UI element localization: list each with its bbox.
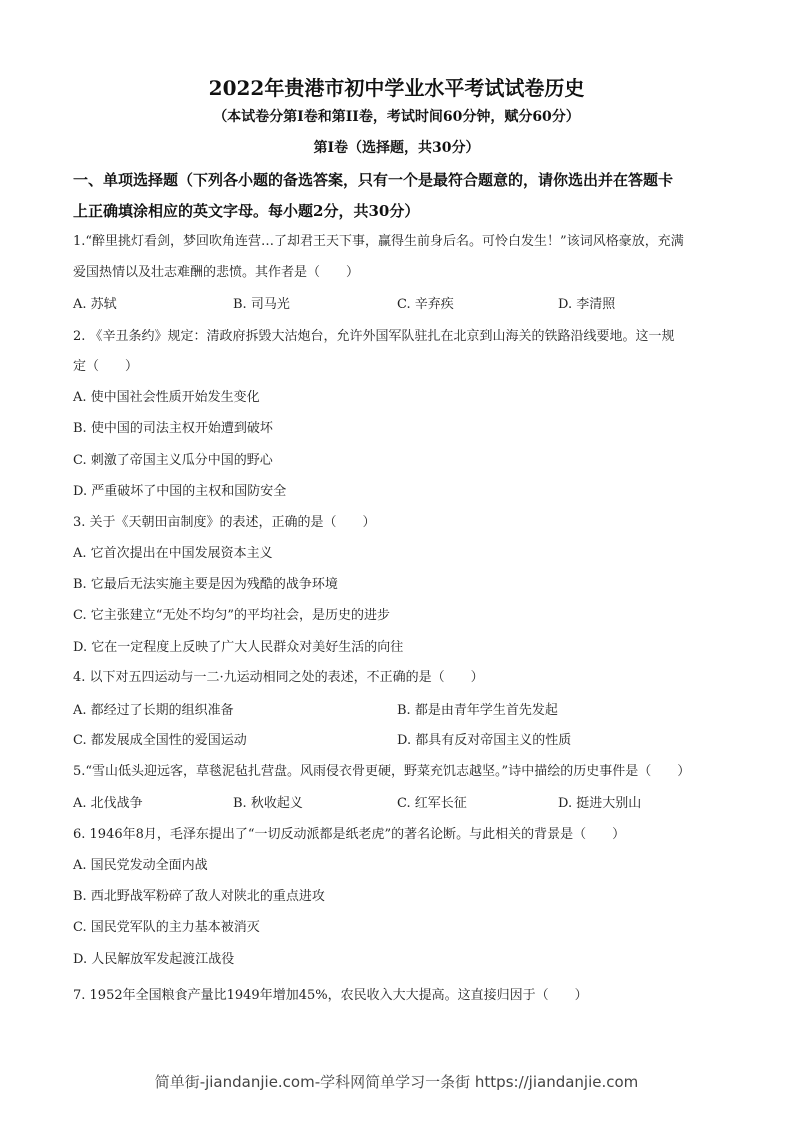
q5-option-d: D. 挺进大别山	[558, 796, 642, 811]
question-5-stem: 5.“雪山低头迎远客，草毯泥毡扎营盘。风雨侵衣骨更硬，野菜充饥志越坚。”诗中描绘的历史事件是（ ）	[73, 764, 691, 779]
q5-option-a: A. 北伐战争	[73, 796, 143, 811]
question-3-stem: 3. 关于《天朝田亩制度》的表述，正确的是（ ）	[73, 515, 376, 530]
q6-option-c: C. 国民党军队的主力基本被消灭	[73, 920, 260, 935]
q3-option-a: A. 它首次提出在中国发展资本主义	[73, 546, 273, 561]
question-6-stem: 6. 1946年8月，毛泽东提出了“一切反动派都是纸老虎”的著名论断。与此相关的背景是（ ）	[73, 827, 626, 842]
q2-option-a: A. 使中国社会性质开始发生变化	[73, 390, 260, 405]
q5-option-c: C. 红军长征	[397, 796, 467, 811]
q4-option-c: C. 都发展成全国性的爱国运动	[73, 733, 247, 748]
volume-heading: 第I卷（选择题，共30分）	[313, 140, 480, 156]
q6-option-d: D. 人民解放军发起渡江战役	[73, 952, 235, 967]
q2-option-b: B. 使中国的司法主权开始遭到破坏	[73, 421, 273, 436]
q5-option-b: B. 秋收起义	[233, 796, 303, 811]
q6-option-a: A. 国民党发动全面内战	[73, 858, 208, 873]
q1-option-a: A. 苏轼	[73, 297, 117, 312]
q6-option-b: B. 西北野战军粉碎了敌人对陕北的重点进攻	[73, 889, 325, 904]
q1-option-b: B. 司马光	[233, 297, 290, 312]
page-title: 2022年贵港市初中学业水平考试试卷历史	[208, 76, 585, 100]
question-4-stem: 4. 以下对五四运动与一二·九运动相同之处的表述，不正确的是（ ）	[73, 670, 484, 685]
q4-option-a: A. 都经过了长期的组织准备	[73, 703, 234, 718]
question-2-stem-cont: 定（ ）	[73, 359, 139, 374]
q3-option-c: C. 它主张建立“无处不均匀”的平均社会，是历史的进步	[73, 608, 391, 623]
q4-option-d: D. 都具有反对帝国主义的性质	[397, 733, 572, 748]
question-7-stem: 7. 1952年全国粮食产量比1949年增加45%，农民收入大大提高。这直接归因于（ ）	[73, 988, 588, 1003]
q2-option-d: D. 严重破坏了中国的主权和国防安全	[73, 484, 287, 499]
q1-option-c: C. 辛弃疾	[397, 297, 454, 312]
question-1-stem-cont: 爱国热情以及壮志难酬的悲愤。其作者是（ ）	[73, 265, 360, 280]
question-1-stem: 1.“醉里挑灯看剑，梦回吹角连营…了却君王天下事，赢得生前身后名。可怜白发生！”该词风格豪放，充满	[73, 234, 684, 249]
q4-option-b: B. 都是由青年学生首先发起	[397, 703, 558, 718]
q2-option-c: C. 刺激了帝国主义瓜分中国的野心	[73, 453, 273, 468]
section-heading: 一、单项选择题（下列各小题的备选答案，只有一个是最符合题意的，请你选出并在答题卡	[73, 171, 674, 189]
question-2-stem: 2. 《辛丑条约》规定：清政府拆毁大沽炮台，允许外国军队驻扎在北京到山海关的铁路沿线要地。这一规	[73, 329, 675, 344]
q1-option-d: D. 李清照	[558, 297, 616, 312]
exam-subtitle: （本试卷分第I卷和第II卷，考试时间60分钟，赋分60分）	[213, 109, 580, 125]
section-heading-cont: 上正确填涂相应的英文字母。每小题2分，共30分）	[73, 202, 420, 220]
q3-option-b: B. 它最后无法实施主要是因为残酷的战争环境	[73, 577, 338, 592]
q3-option-d: D. 它在一定程度上反映了广大人民群众对美好生活的向往	[73, 640, 404, 655]
page-footer-watermark: 简单街-jiandanjie.com-学科网简单学习一条街 https://jiandanjie.com	[154, 1073, 639, 1091]
